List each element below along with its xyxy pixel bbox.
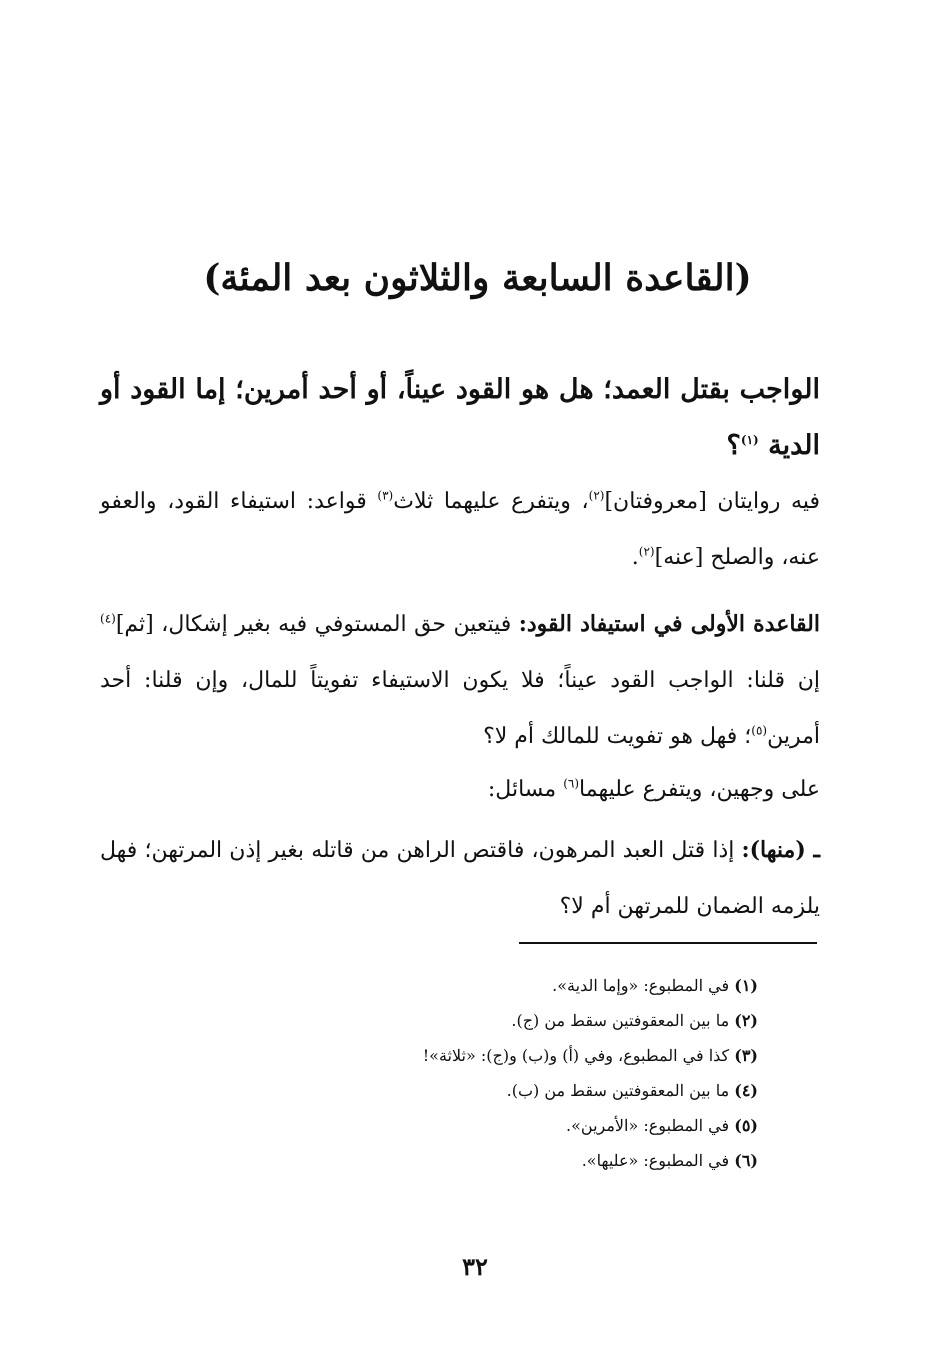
paragraph-riwayatan — [100, 474, 820, 586]
footnote-number: (٣) — [734, 1046, 758, 1065]
footnote-ref: (٣) — [377, 488, 394, 503]
footnote-ref: (١) — [740, 433, 759, 447]
footnote-item — [300, 1003, 758, 1038]
rule-heading — [100, 362, 820, 474]
paragraph-text: فيه روايتان [معروفتان] — [604, 489, 821, 514]
footnote-item — [300, 1073, 758, 1108]
footnote-number: (٥) — [734, 1116, 758, 1135]
rule-title: (القاعدة السابعة والثلاثون بعد المئة) — [203, 257, 752, 299]
paragraph-issue-one — [100, 822, 820, 935]
paragraph-text: فيتعين حق المستوفي فيه بغير إشكال، [ثم] — [115, 612, 519, 637]
footnote-ref: (٢) — [638, 544, 655, 559]
footnote-text: في المطبوع: «الأمرين». — [566, 1116, 735, 1135]
paragraph-text: على وجهين، ويتفرع عليهما — [579, 777, 820, 802]
footnote-ref: (٢) — [588, 488, 605, 503]
footnote-number: (١) — [734, 976, 758, 995]
footnote-item — [300, 968, 758, 1003]
footnotes-list — [300, 968, 758, 1178]
footnote-item — [300, 1038, 758, 1073]
footnote-text: في المطبوع: «عليها». — [581, 1151, 735, 1170]
heading-end: ؟ — [726, 430, 741, 461]
paragraph-lead: القاعدة الأولى في استيفاد القود: — [518, 611, 820, 637]
footnote-text: كذا في المطبوع، وفي (أ) و(ب) و(ج): «ثلاثة»! — [422, 1046, 735, 1065]
paragraph-text: إن قلنا: الواجب القود عيناً؛ فلا يكون الاستيفاء تفويتاً للمال، وإن قلنا: أحد أمرين — [100, 668, 820, 749]
footnote-item — [300, 1143, 758, 1178]
paragraph-first-rule — [100, 596, 820, 765]
paragraph-text: مسائل: — [487, 777, 564, 802]
footnote-separator — [519, 942, 817, 944]
page-number: ٣٢ — [462, 1252, 488, 1281]
paragraph-text: ، ويتفرع عليهما ثلاث — [393, 489, 589, 514]
paragraph-lead: ـ (منها): — [741, 837, 820, 863]
footnote-text: ما بين المعقوفتين سقط من (ج). — [511, 1011, 735, 1030]
footnote-text: في المطبوع: «وإما الدية». — [552, 976, 735, 995]
footnote-number: (٤) — [734, 1081, 758, 1100]
footnote-ref: (٥) — [751, 723, 768, 738]
footnote-ref: (٦) — [563, 776, 580, 791]
paragraph-two-views — [100, 762, 820, 818]
footnote-ref: (٤) — [100, 611, 116, 626]
footnote-number: (٦) — [734, 1151, 758, 1170]
paragraph-text: ؛ فهل هو تفويت للمالك أم لا؟ — [483, 724, 752, 749]
footnote-text: ما بين المعقوفتين سقط من (ب). — [506, 1081, 735, 1100]
paragraph-text: قواعد: استيفاء القود، والعفو عنه، والصلح [عنه] — [100, 489, 820, 570]
heading-text: الواجب بقتل العمد؛ هل هو القود عيناً، أو أحد أمرين؛ إما القود أو الدية — [100, 374, 820, 461]
footnote-item — [300, 1108, 758, 1143]
paragraph-text: . — [631, 545, 639, 570]
paragraph-text: إذا قتل العبد المرهون، فاقتص الراهن من قاتله بغير إذن المرتهن؛ فهل يلزمه الضمان للمرتهن أم لا؟ — [100, 838, 820, 919]
footnote-number: (٢) — [734, 1011, 758, 1030]
